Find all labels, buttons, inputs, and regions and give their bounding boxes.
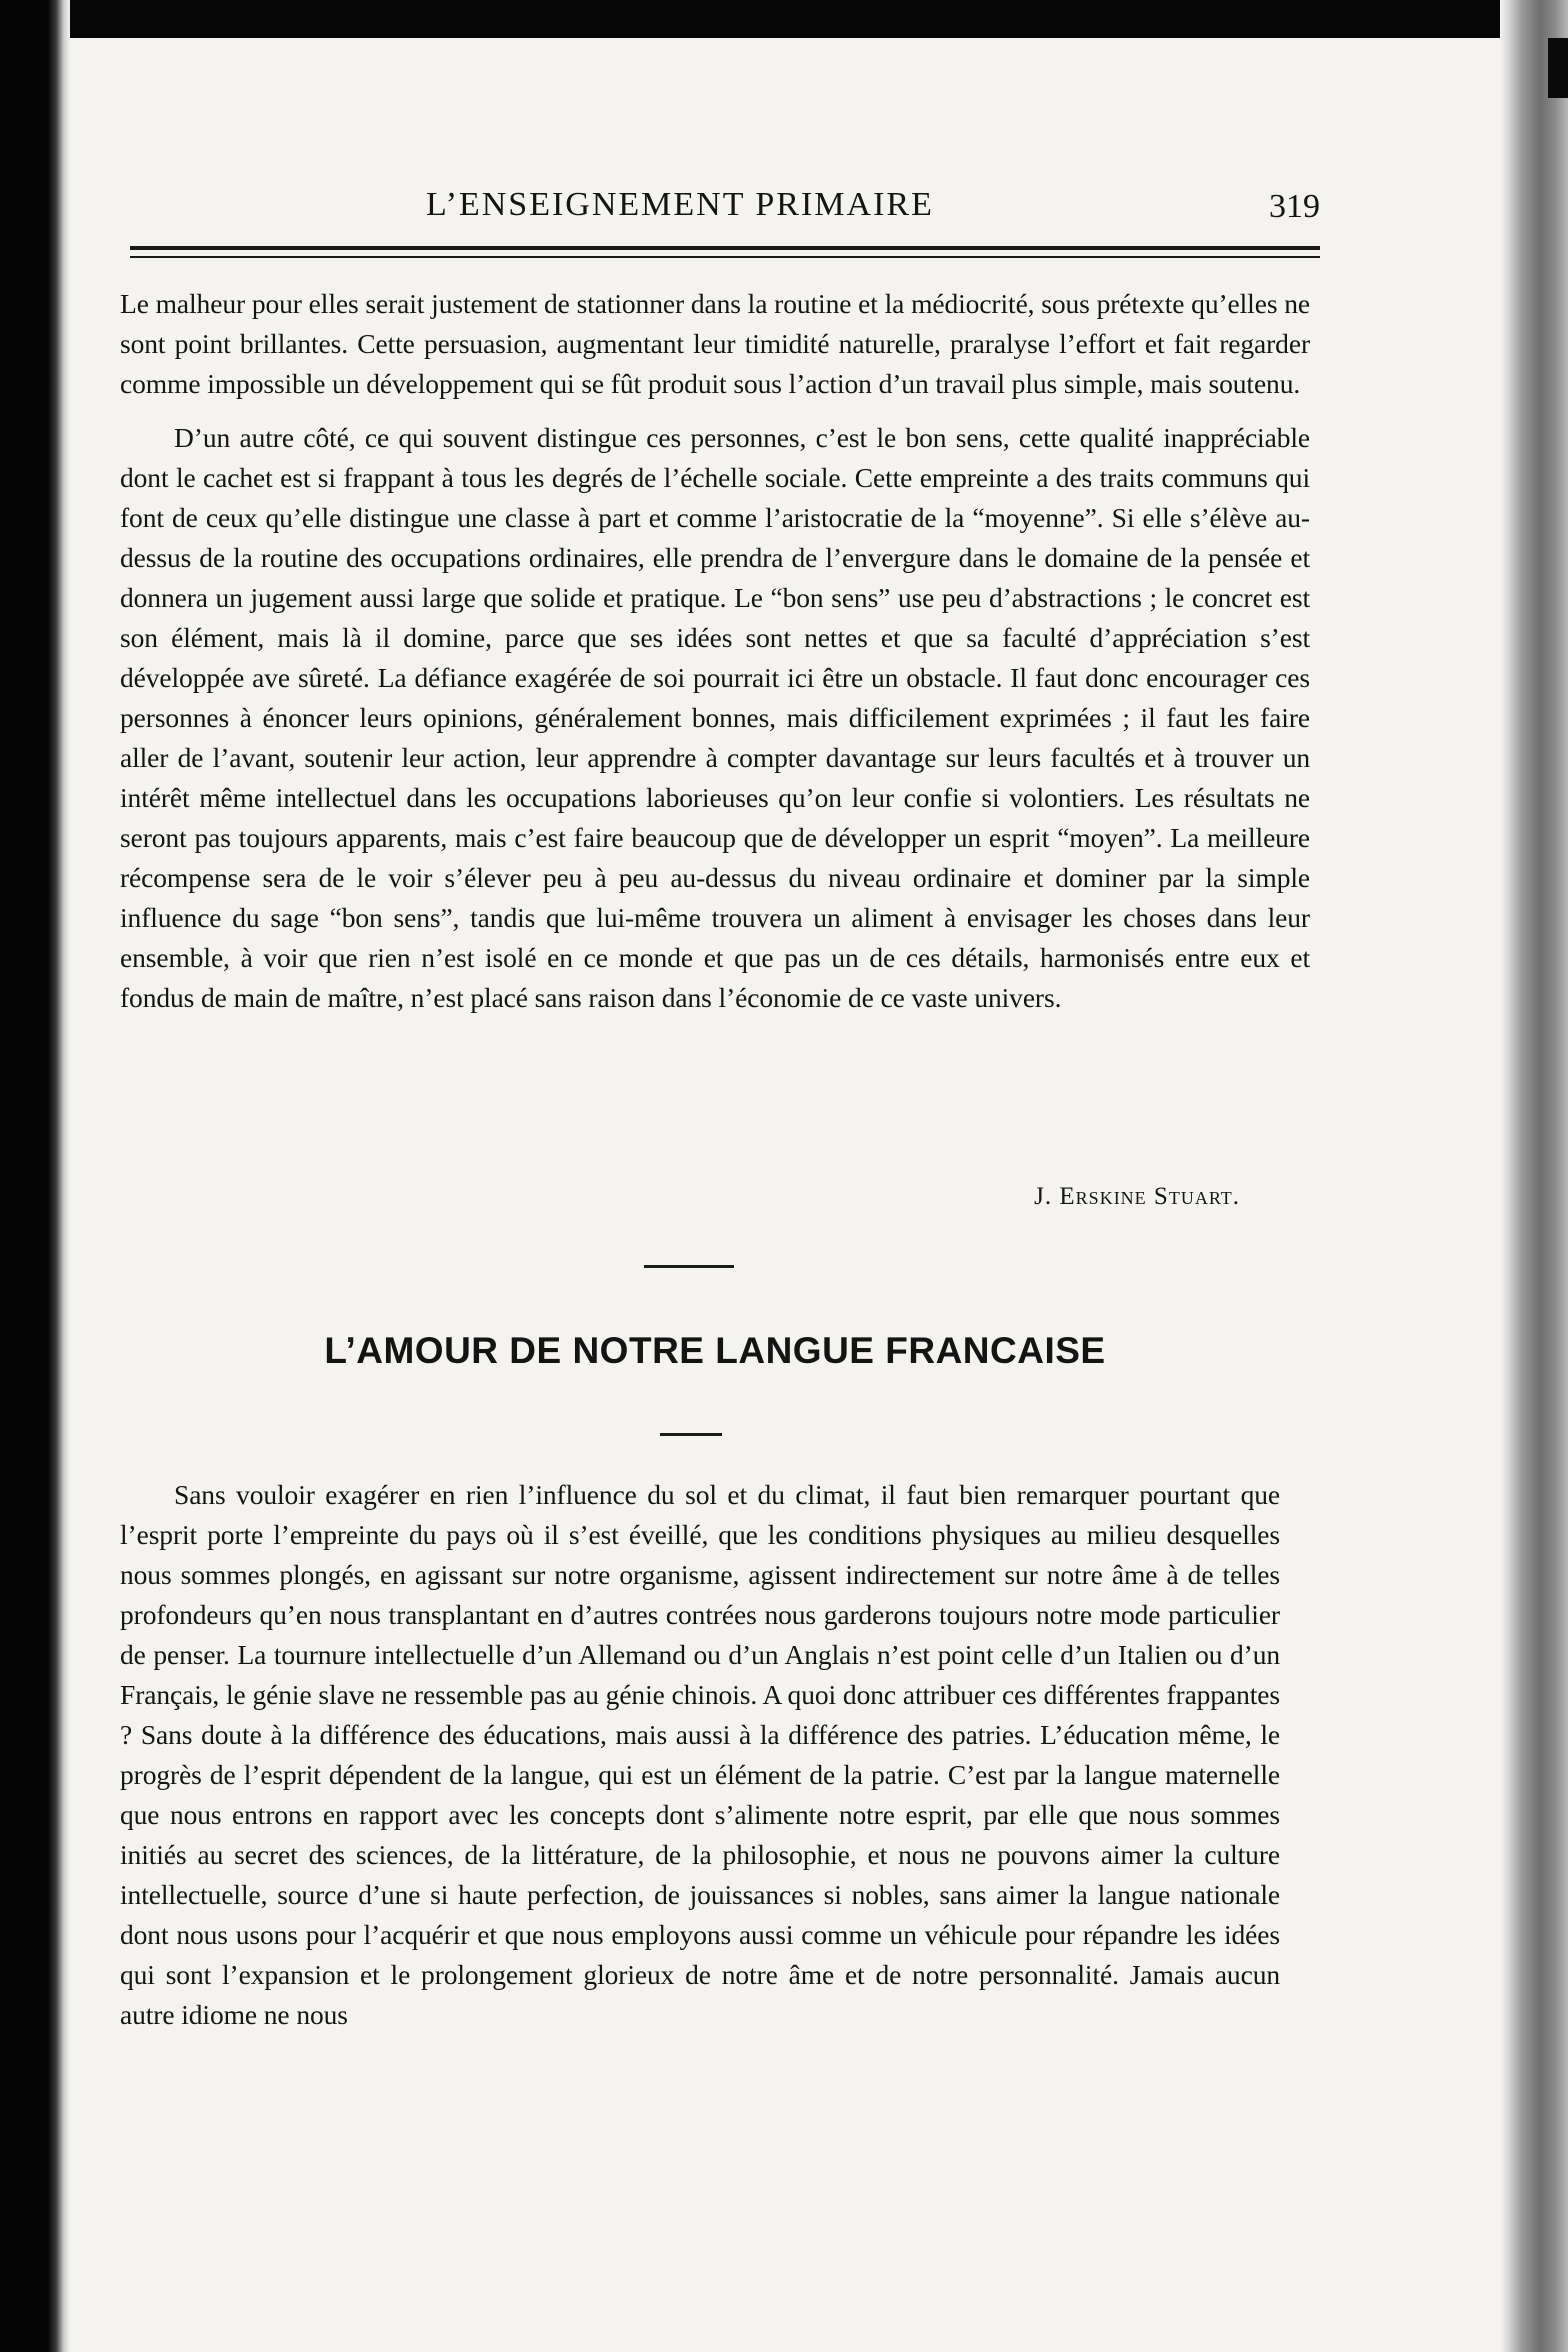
article-1-paragraph-1: Le malheur pour elles serait justement de stationner dans la routine et la médiocrité, sous prétexte qu’elles ne sont point brillantes. Cette persuasion, augmentant leur timidité naturelle, praralyse l’effort et fait regarder comme impossible un développement qui se fût produit sous l’action d’un travail plus simple, mais soutenu.: [120, 288, 1310, 399]
section-divider-top: [644, 1265, 734, 1268]
header-rule-thin: [130, 256, 1320, 258]
section-divider-bottom: [660, 1433, 722, 1436]
scan-border-right: [1500, 0, 1568, 2352]
article-2-title: L’AMOUR DE NOTRE LANGUE FRANCAISE: [324, 1330, 1106, 1371]
running-header: [110, 186, 1320, 232]
article-2-paragraph-1: Sans vouloir exagérer en rien l’influence du sol et du climat, il faut bien remarquer pourtant que l’esprit porte l’empreinte du pays où il s’est éveillé, que les conditions physiques au milieu desquelles nous sommes plongés, en agissant sur notre organisme, agissent indirectement sur notre âme à de telles profondeurs qu’en nous transplantant en d’autres contrées nous garderons toujours notre mode particulier de penser. La tournure intellectuelle d’un Allemand ou d’un Anglais n’est point celle d’un Italien ou d’un Français, le génie slave ne ressemble pas au génie chinois. A quoi donc attribuer ces différentes frappantes ? Sans doute à la différence des éducations, mais aussi à la différence des patries. L’éducation même, le progrès de l’esprit dépendent de la langue, qui est un élément de la patrie. C’est par la langue maternelle que nous entrons en rapport avec les concepts dont s’alimente notre esprit, par elle que nous sommes initiés au secret des sciences, de la littérature, de la philosophie, et nous ne pouvons aimer la culture intellectuelle, source d’une si haute perfection, de jouissances si nobles, sans aimer la langue nationale dont nous usons pour l’acquérir et que nous employons aussi comme un véhicule pour répandre les idées qui sont l’expansion et le prolongement glorieux de notre âme et de notre personnalité. Jamais aucun autre idiome ne nous: [120, 1479, 1280, 2030]
article-2-body: [120, 1475, 1280, 2035]
article-1-signature: J. Erskine Stuart.: [1034, 1183, 1240, 1210]
scan-border-left: [0, 0, 70, 2352]
header-rule-thick: [130, 246, 1320, 250]
document-page: [110, 0, 1320, 2352]
running-title: L’ENSEIGNEMENT PRIMAIRE: [426, 186, 934, 223]
article-1-body: [120, 284, 1310, 1018]
scan-corner-right: [1548, 38, 1568, 98]
article-1-paragraph-2: D’un autre côté, ce qui souvent distingue ces personnes, c’est le bon sens, cette qualité inappréciable dont le cachet est si frappant à tous les degrés de l’échelle sociale. Cette empreinte a des traits communs qui font de ceux qu’elle distingue une classe à part et comme l’aristocratie de la “moyenne”. Si elle s’élève au-dessus de la routine des occupations ordinaires, elle prendra de l’envergure dans le domaine de la pensée et donnera un jugement aussi large que solide et pratique. Le “bon sens” use peu d’abstractions ; le concret est son élément, mais là il domine, parce que ses idées sont nettes et que sa faculté d’appréciation s’est développée ave sûreté. La défiance exagérée de soi pourrait ici être un obstacle. Il faut donc encourager ces personnes à énoncer leurs opinions, généralement bonnes, mais difficilement exprimées ; il faut les faire aller de l’avant, soutenir leur action, leur apprendre à compter davantage sur leurs facultés et à trouver un intérêt même intellectuel dans les occupations laborieuses qu’on leur confie si volontiers. Les résultats ne seront pas toujours apparents, mais c’est faire beaucoup que de développer un esprit “moyen”. La meilleure récompense sera de le voir s’élever peu à peu au-dessus du niveau ordinaire et dominer par la simple influence du sage “bon sens”, tandis que lui-même trouvera un aliment à envisager les choses dans leur ensemble, à voir que rien n’est isolé en ce monde et que pas un de ces détails, harmonisés entre eux et fondus de main de maître, n’est placé sans raison dans l’économie de ce vaste univers.: [120, 422, 1310, 1013]
page-number: 319: [1269, 188, 1320, 225]
